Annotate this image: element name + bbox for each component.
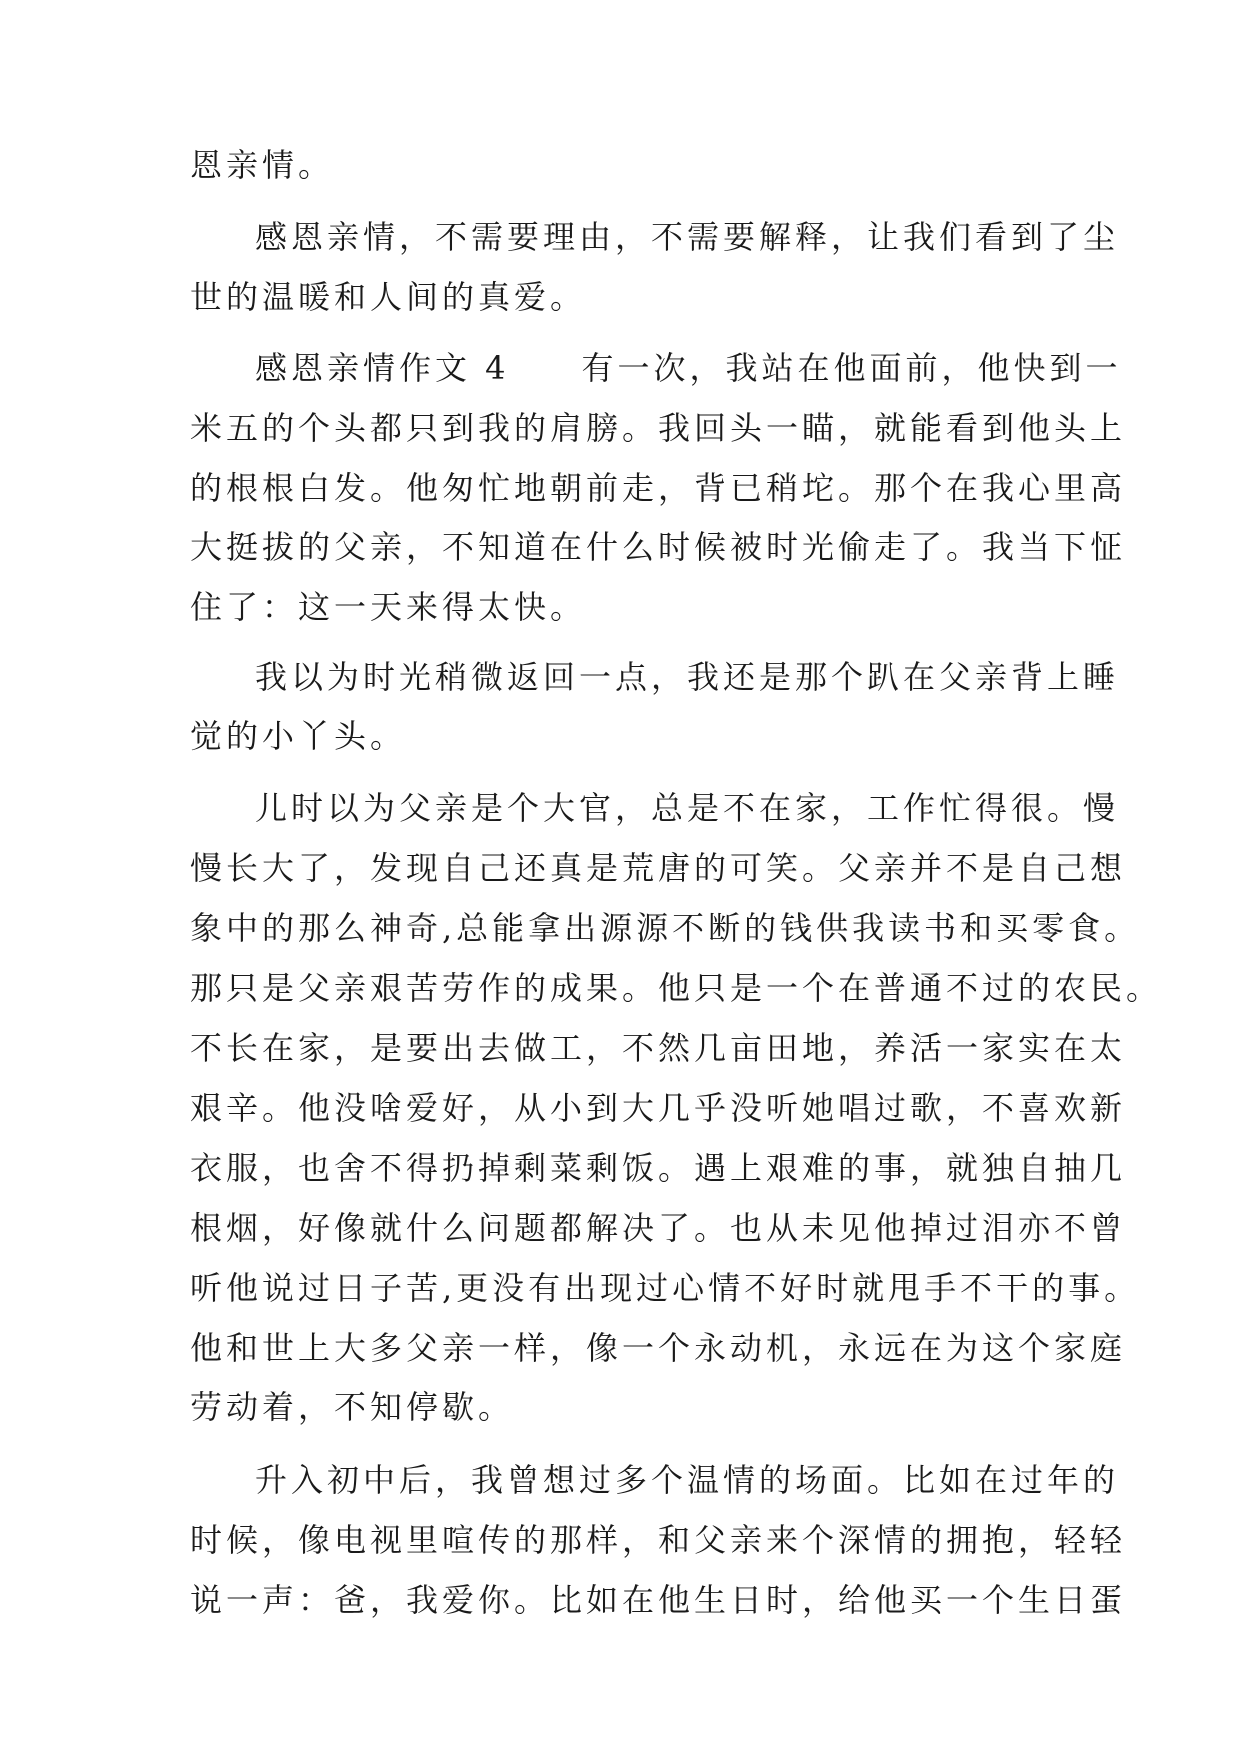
text-line: 恩亲情。	[190, 146, 335, 184]
paragraph-first-line: 我以为时光稍微返回一点，我还是那个趴在父亲背上睡	[255, 658, 1120, 696]
text-line: 他和世上大多父亲一样，像一个永动机，永远在为这个家庭	[190, 1329, 1127, 1367]
text-line: 艰辛。他没啥爱好，从小到大几乎没听她唱过歌，不喜欢新	[190, 1089, 1127, 1127]
text-line: 象中的那么神奇,总能拿出源源不断的钱供我读书和买零食。	[190, 909, 1141, 947]
paragraph-first-line: 升入初中后，我曾想过多个温情的场面。比如在过年的	[255, 1461, 1120, 1499]
text-line: 的根根白发。他匆忙地朝前走，背已稍坨。那个在我心里高	[190, 469, 1127, 507]
text-line: 米五的个头都只到我的肩膀。我回头一瞄，就能看到他头上	[190, 409, 1127, 447]
text-line: 世的温暖和人间的真爱。	[190, 278, 587, 316]
text-line: 听他说过日子苦,更没有出现过心情不好时就甩手不干的事。	[190, 1269, 1141, 1307]
text-line: 大挺拔的父亲，不知道在什么时候被时光偷走了。我当下怔	[190, 528, 1127, 566]
text-line: 觉的小丫头。	[190, 717, 407, 755]
text-line: 住了：这一天来得太快。	[190, 588, 587, 626]
text-line: 不长在家，是要出去做工，不然几亩田地，养活一家实在太	[190, 1029, 1127, 1067]
paragraph-first-line: 感恩亲情，不需要理由，不需要解释，让我们看到了尘	[255, 218, 1120, 256]
paragraph-first-line: 儿时以为父亲是个大官，总是不在家，工作忙得很。慢	[255, 789, 1120, 827]
text-line: 那只是父亲艰苦劳作的成果。他只是一个在普通不过的农民。	[190, 969, 1163, 1007]
text-line: 劳动着，不知停歇。	[190, 1388, 515, 1426]
paragraph-first-line: 感恩亲情作文 4 有一次，我站在他面前，他快到一	[255, 349, 1122, 387]
text-line: 根烟，好像就什么问题都解决了。也从未见他掉过泪亦不曾	[190, 1209, 1127, 1247]
text-line: 衣服，也舍不得扔掉剩菜剩饭。遇上艰难的事，就独自抽几	[190, 1149, 1127, 1187]
text-line: 时候，像电视里喧传的那样，和父亲来个深情的拥抱，轻轻	[190, 1521, 1127, 1559]
text-line: 慢长大了，发现自己还真是荒唐的可笑。父亲并不是自己想	[190, 849, 1127, 887]
text-line: 说一声：爸，我爱你。比如在他生日时，给他买一个生日蛋	[190, 1581, 1127, 1619]
